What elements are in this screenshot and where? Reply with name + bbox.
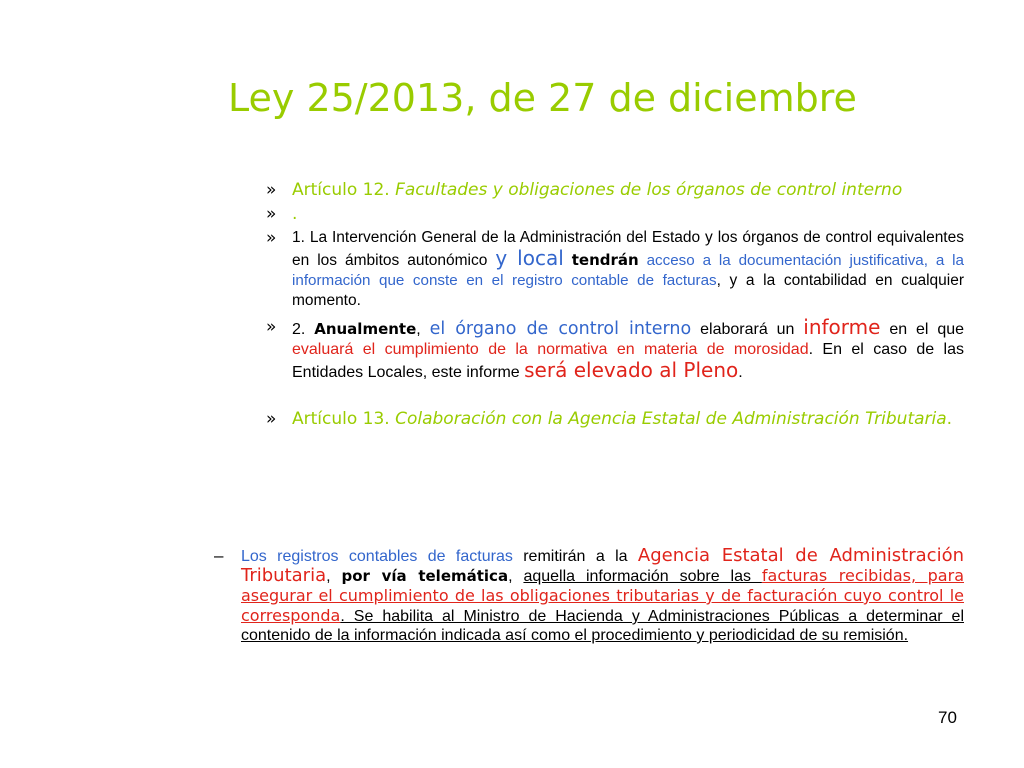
- paragraph-2: 2. Anualmente, el órgano de control interno elaborará un informe en el que evaluará el cumplimiento de la normativa en materia de morosidad. En el caso de las Entidades Locales, este informe será elevado al Pleno.: [292, 315, 965, 382]
- p2-elevado: será elevado al Pleno: [524, 358, 739, 382]
- p3-habilita: . Se habilita al Ministro de Hacienda y Administraciones Públicas a determinar el contenido de la información indicada así como el procedimiento y periodicidad de su remisión.: [241, 608, 964, 644]
- article-13-heading: Artículo 13. Colaboración con la Agencia Estatal de Administración Tributaria.: [292, 409, 953, 429]
- paragraph-1: [292, 228, 964, 311]
- p3-telematica: por vía telemática: [341, 567, 509, 585]
- p1-acceso: acceso a la documentación justificativa, a la información que conste en el registro contable de facturas: [292, 252, 964, 289]
- p1-tendran: tendrán: [571, 251, 639, 269]
- p3-agencia: Agencia Estatal de Administración Tributaria: [241, 545, 964, 586]
- bullet-marker: »: [266, 180, 277, 200]
- dash-paragraph: [214, 546, 964, 645]
- p2-organo: el órgano de control interno: [429, 319, 692, 339]
- p3-registros: Los registros contables de facturas: [241, 548, 513, 565]
- page-number: 70: [938, 708, 957, 727]
- bullet-marker: »: [266, 204, 277, 224]
- p3-facturas-recibidas: facturas recibidas, para asegurar el cumplimiento de las obligaciones tributarias y de facturación cuyo control le corresponda: [241, 566, 964, 625]
- article-13-lead: Artículo 13.: [292, 409, 396, 429]
- dot-text: .: [292, 204, 298, 224]
- bullet-marker: »: [266, 409, 277, 429]
- paragraph-3: Los registros contables de facturas remitirán a la Agencia Estatal de Administración Tributaria, por vía telemática, aquella información sobre las facturas recibidas, para asegurar el cumplimiento de las obligaciones tributarias y de facturación cuyo control le corresponda. Se habilita al Ministro de Hacienda y Administraciones Públicas a determinar el contenido de la información indicada así como el procedimiento y periodicidad de su remisión.: [241, 545, 964, 644]
- bullet-dot: [266, 204, 964, 224]
- article-12-title: Facultades y obligaciones de los órganos de control interno: [395, 180, 903, 200]
- bullet-marker: »: [266, 228, 277, 248]
- bullet-marker: »: [266, 317, 277, 337]
- dash-marker: –: [214, 546, 224, 565]
- bullet-paragraph-2: [266, 317, 964, 383]
- p3-aquella: aquella información sobre las: [523, 568, 762, 585]
- bullet-article-13: [266, 409, 964, 429]
- p1-intro: 1. La Intervención General de la Administración del Estado y los órganos de control equivalentes en los ámbitos autonómico: [292, 229, 964, 269]
- bullet-article-12: [266, 180, 964, 200]
- article-13-title: Colaboración con la Agencia Estatal de Administración Tributaria: [395, 409, 947, 429]
- p2-informe: informe: [803, 315, 881, 339]
- p1-y-local: y local: [495, 246, 564, 270]
- bullet-paragraph-1: [266, 228, 964, 311]
- article-12-heading: [292, 180, 964, 200]
- bullet-list: [266, 180, 964, 429]
- slide-title: Ley 25/2013, de 27 de diciembre: [228, 76, 857, 120]
- p1-end: , y a la contabilidad en cualquier momento.: [292, 272, 965, 309]
- article-12-lead: Artículo 12.: [292, 180, 396, 200]
- p2-evaluara: evaluará el cumplimiento de la normativa en materia de morosidad: [292, 341, 809, 358]
- p2-anualmente: Anualmente: [314, 320, 417, 338]
